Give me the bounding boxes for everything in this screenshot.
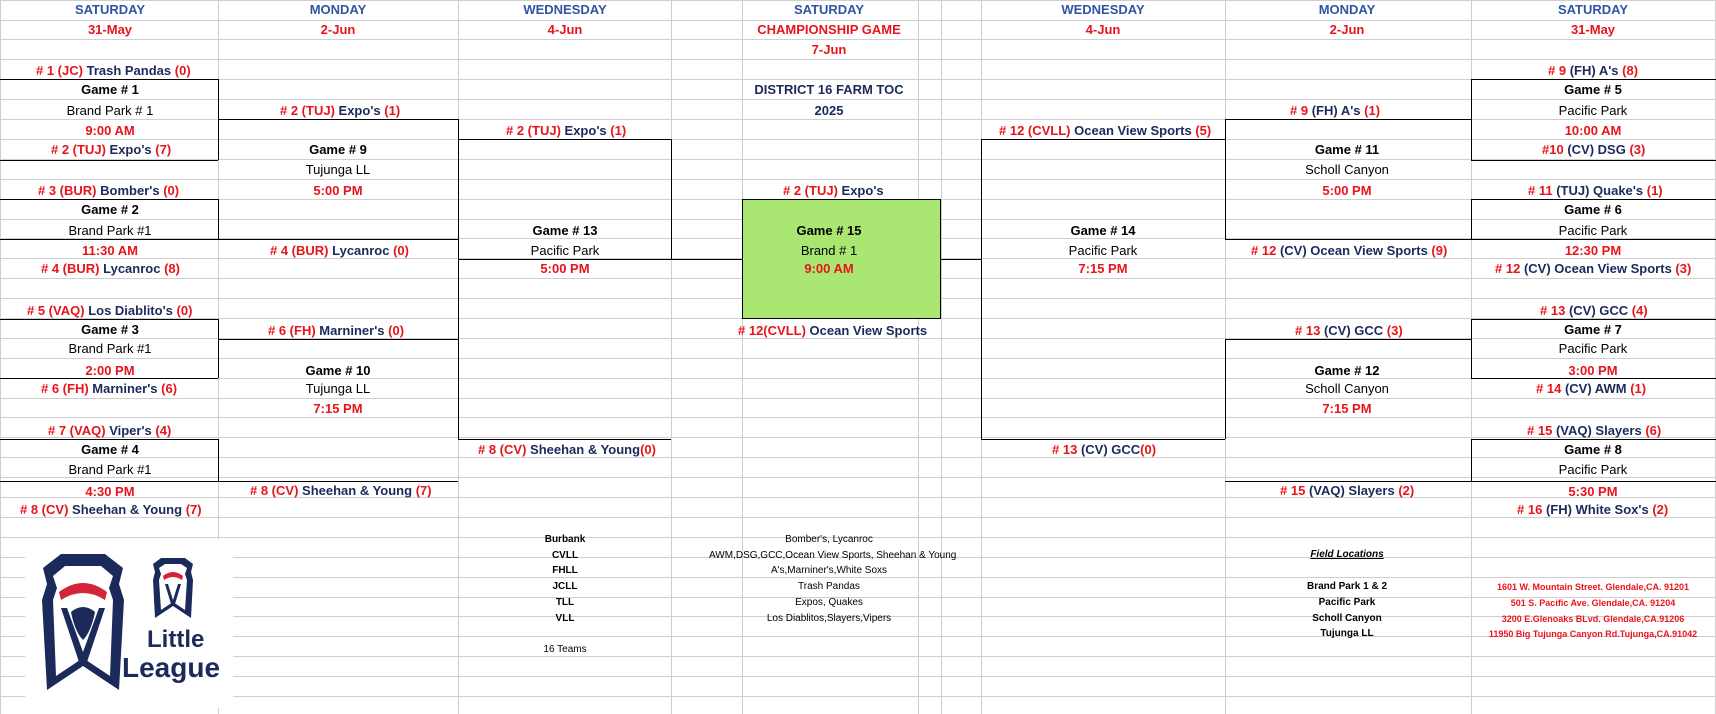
logo-text-little: Little [147, 626, 205, 653]
team-entry: # 12(CVLL) Ocean View Sports [738, 323, 928, 338]
game-time: 9:00 AM [804, 261, 854, 276]
game-label: Game # 8 [1564, 442, 1622, 457]
game-label: Game # 12 [1314, 363, 1380, 378]
game-label: Game # 13 [532, 223, 598, 238]
bracket-line [1471, 199, 1472, 239]
game-label: Game # 3 [81, 322, 139, 337]
team-entry: # 2 (TUJ) Expo's (1) [280, 103, 401, 118]
game-time: 4:30 PM [85, 484, 135, 499]
game-label: Game # 9 [309, 142, 367, 157]
grid-hline [0, 696, 1716, 697]
league-teams: AWM,DSG,GCC,Ocean View Sports, Sheehan & Young [709, 550, 957, 561]
league-teams: A's,Marniner's,White Soxs [770, 565, 888, 576]
league-teams: Trash Pandas [798, 581, 860, 592]
league-teams: Los Diablitos,Slayers,Vipers [766, 613, 892, 624]
league-abbr: CVLL [551, 550, 579, 561]
team-entry: # 8 (CV) Sheehan & Young (7) [20, 502, 202, 517]
league-abbr: TLL [555, 597, 575, 608]
team-entry: # 9 (FH) A's (1) [1290, 103, 1381, 118]
game-label: Game # 4 [81, 442, 139, 457]
game-time: 5:00 PM [313, 183, 363, 198]
field-name: Tujunga LL [1320, 628, 1374, 639]
header-date-c1: 31-May [87, 22, 133, 37]
league-teams: Bomber's, Lycanroc [785, 534, 873, 545]
team-entry: # 1 (JC) Trash Pandas (0) [36, 63, 191, 78]
game-time: 5:00 PM [540, 261, 590, 276]
header-day-c7: SATURDAY [1557, 2, 1629, 17]
game-time: 2:00 PM [85, 363, 135, 378]
team-entry: # 4 (BUR) Lycanroc (0) [270, 243, 409, 258]
game-time: 3:00 PM [1568, 363, 1618, 378]
league-abbr: VLL [555, 613, 575, 624]
game-time: 9:00 AM [85, 123, 135, 138]
field-name: Brand Park 1 & 2 [1306, 581, 1388, 592]
field-address: 1601 W. Mountain Street. Glendale,CA. 91201 [1496, 582, 1690, 592]
team-entry: # 15 (VAQ) Slayers (6) [1527, 423, 1662, 438]
league-abbr: FHLL [552, 565, 578, 576]
field-name: Scholl Canyon [1312, 613, 1382, 624]
header-day-c4: SATURDAY [793, 2, 865, 17]
header-date-c2: 2-Jun [320, 22, 356, 37]
game-label: Game # 2 [81, 202, 139, 217]
team-entry: # 2 (TUJ) Expo's (1) [506, 123, 627, 138]
tournament-title: DISTRICT 16 FARM TOC [754, 82, 904, 97]
header-date-c5: 4-Jun [1085, 22, 1121, 37]
team-count: 16 Teams [543, 644, 587, 655]
game-field: Brand Park #1 [68, 341, 152, 356]
team-entry: # 5 (VAQ) Los Diablito's (0) [27, 303, 193, 318]
bracket-line [1225, 339, 1226, 439]
logo-text-league: League [122, 652, 221, 683]
game-time: 10:00 AM [1564, 123, 1622, 138]
game-time: 7:15 PM [313, 401, 363, 416]
team-entry: # 12 (CV) Ocean View Sports (9) [1251, 243, 1448, 258]
team-entry: # 13 (CV) GCC (4) [1540, 303, 1648, 318]
tournament-year: 2025 [814, 103, 844, 118]
header-day-c6: MONDAY [1318, 2, 1376, 17]
bracket-line [0, 160, 218, 161]
field-locations-title: Field Locations [1310, 549, 1384, 560]
team-entry: # 11 (TUJ) Quake's (1) [1528, 183, 1663, 198]
bracket-line [1471, 319, 1472, 378]
header-day-c3: WEDNESDAY [523, 2, 607, 17]
team-entry: #10 (CV) DSG (3) [1542, 142, 1646, 157]
game-label: Game # 15 [796, 223, 862, 238]
field-address: 3200 E.Glenoaks BLvd. Glendale,CA.91206 [1501, 614, 1685, 624]
team-entry: # 6 (FH) Marniner's (0) [268, 323, 405, 338]
bracket-line [458, 259, 459, 439]
header-date-c6: 2-Jun [1329, 22, 1365, 37]
team-entry: # 7 (VAQ) Viper's (4) [48, 423, 172, 438]
game-field: Pacific Park [1558, 223, 1628, 238]
league-abbr: JCLL [552, 581, 578, 592]
game-field: Tujunga LL [305, 381, 371, 396]
grid-hline [0, 358, 1716, 359]
game-label: Game # 11 [1314, 142, 1380, 157]
game-label: Game # 1 [81, 82, 139, 97]
team-entry: # 12 (CVLL) Ocean View Sports (5) [999, 123, 1212, 138]
team-entry: # 9 (FH) A's (8) [1548, 63, 1639, 78]
game-field: Tujunga LL [305, 162, 371, 177]
team-entry: # 13 (CV) GCC (3) [1295, 323, 1403, 338]
field-address: 501 S. Pacific Ave. Glendale,CA. 91204 [1510, 598, 1676, 608]
game-time: 7:15 PM [1078, 261, 1128, 276]
team-entry: # 15 (VAQ) Slayers (2) [1280, 483, 1415, 498]
header-day-c2: MONDAY [309, 2, 367, 17]
team-entry: # 2 (TUJ) Expo's (7) [51, 142, 172, 157]
header-date-c4: 7-Jun [811, 42, 847, 57]
game-field: Pacific Park [1558, 341, 1628, 356]
team-entry: # 6 (FH) Marniner's (6) [41, 381, 178, 396]
team-entry: # 16 (FH) White Sox's (2) [1517, 502, 1669, 517]
grid-hline [0, 477, 1716, 478]
game-field: Scholl Canyon [1305, 381, 1389, 396]
header-date-c7: 31-May [1570, 22, 1616, 37]
game-label: Game # 6 [1564, 202, 1622, 217]
team-entry: # 3 (BUR) Bomber's (0) [38, 183, 180, 198]
game-field: Pacific Park [1068, 243, 1138, 258]
bracket-line [981, 259, 982, 439]
grid-hline [0, 517, 1716, 518]
bracket-line [1225, 119, 1226, 239]
little-league-logo [25, 540, 233, 708]
game-time: 5:00 PM [1322, 183, 1372, 198]
game-label: Game # 10 [305, 363, 371, 378]
team-entry: # 8 (CV) Sheehan & Young(0) [478, 442, 656, 457]
team-entry: # 4 (BUR) Lycanroc (8) [41, 261, 180, 276]
league-abbr: Burbank [544, 534, 586, 545]
game-field: Brand # 1 [800, 243, 858, 258]
game-time: 7:15 PM [1322, 401, 1372, 416]
team-entry: # 2 (TUJ) Expo's [783, 183, 884, 198]
grid-hline [0, 437, 1716, 438]
header-day-c5: WEDNESDAY [1061, 2, 1145, 17]
game-label: Game # 5 [1564, 82, 1622, 97]
team-entry: # 8 (CV) Sheehan & Young (7) [250, 483, 432, 498]
bracket-line [1471, 160, 1716, 161]
bracket-line [218, 239, 458, 240]
grid-hline [0, 656, 1716, 657]
game-time: 11:30 AM [82, 243, 138, 258]
game-label: Game # 7 [1564, 322, 1622, 337]
header-date-c3: 4-Jun [547, 22, 583, 37]
game-label: Game # 14 [1070, 223, 1136, 238]
game-time: 5:30 PM [1568, 484, 1618, 499]
grid-hline [0, 676, 1716, 677]
team-entry: # 13 (CV) GCC(0) [1052, 442, 1157, 457]
game-field: Pacific Park [1558, 103, 1628, 118]
team-entry: # 14 (CV) AWM (1) [1536, 381, 1647, 396]
game-field: Pacific Park [1558, 462, 1628, 477]
game-field: Pacific Park [530, 243, 600, 258]
game-field: Brand Park # 1 [66, 103, 154, 118]
bracket-line [1471, 79, 1472, 160]
bracket-line [1471, 439, 1472, 481]
game-field: Brand Park #1 [68, 462, 152, 477]
bracket-line [981, 139, 982, 259]
field-address: 11950 Big Tujunga Canyon Rd.Tujunga,CA.91042 [1488, 629, 1698, 639]
league-teams: Expos, Quakes [795, 597, 863, 608]
bracket-line [1225, 239, 1471, 240]
header-champ-label: CHAMPIONSHIP GAME [757, 22, 901, 37]
game-field: Brand Park #1 [68, 223, 152, 238]
grid-hline [0, 457, 1716, 458]
game-time: 12:30 PM [1564, 243, 1622, 258]
game-field: Scholl Canyon [1305, 162, 1389, 177]
field-name: Pacific Park [1318, 597, 1376, 608]
team-entry: # 12 (CV) Ocean View Sports (3) [1495, 261, 1692, 276]
header-day-c1: SATURDAY [74, 2, 146, 17]
